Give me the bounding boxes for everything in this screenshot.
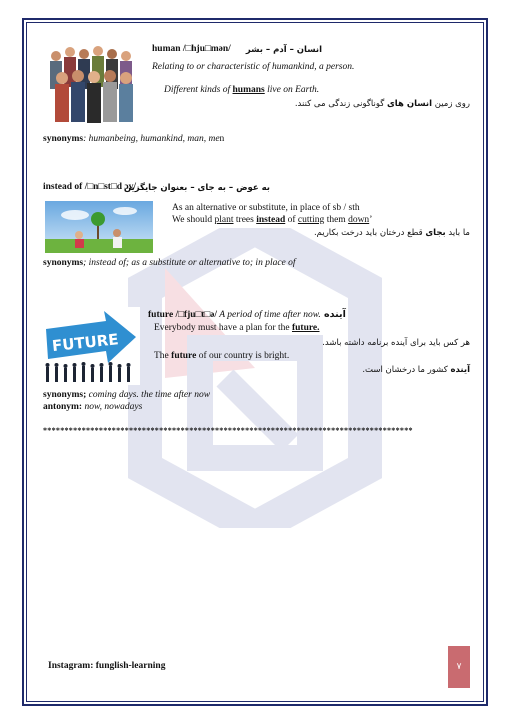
fa-keyword: انسان های (386, 99, 433, 109)
entry-future-example-2 (154, 351, 289, 361)
example-text: We should (172, 215, 215, 225)
entry-instead-fa-meaning: به عوض – به جای – بعنوان جایگزین (123, 183, 270, 193)
example-text: of (285, 215, 298, 225)
example-keyword: down (348, 215, 370, 225)
synonyms-label: synonyms (43, 134, 84, 144)
entry-future-antonym (43, 402, 142, 412)
entry-future-example-1 (154, 323, 320, 333)
entry-instead-headword: instead of /□n□st□d ɔv/ (43, 182, 136, 192)
example-keyword: future (171, 351, 197, 361)
entry-future-definition: A period of time after now. (217, 310, 321, 320)
synonyms-text: coming days. the time after now (86, 390, 211, 400)
entry-instead-example (172, 215, 372, 225)
fa-text: روی زمین (432, 99, 470, 109)
entry-future-fa-meaning: آینده (320, 309, 346, 320)
fa-text: ما باید (445, 228, 470, 238)
entry-human-synonyms (43, 134, 224, 144)
example-keyword: cutting (297, 215, 325, 225)
entry-human-fa-example (295, 99, 470, 109)
entry-human-fa-meaning: انسان – آدم – بشر (245, 45, 322, 55)
future-image-label: FUTURE (51, 330, 120, 356)
entry-future-headword: future /□fju□t□ə/ (148, 310, 218, 320)
entry-human-definition: Relating to or characteristic of humankind, a person. (152, 62, 355, 72)
example-text: ’ (369, 215, 373, 225)
entry-human-headword: human /□hju□mən/ (152, 44, 231, 54)
page-number-badge: ۷ (448, 646, 470, 688)
antonym-text: now, nowadays (82, 402, 143, 412)
footer-instagram: Instagram: funglish-learning (48, 661, 166, 671)
tree-planting-image (45, 201, 153, 253)
entry-future-head-line (148, 309, 346, 320)
fa-keyword: آینده (450, 365, 470, 375)
synonyms-text: ; instead of; as a substitute or alternative to; in place of (83, 258, 296, 268)
separator-line: ************************************************************************************** (43, 426, 413, 435)
fa-text: گوناگونی زندگی می کنند. (294, 99, 387, 109)
example-keyword: future. (291, 323, 320, 333)
synonyms-label: synonyms; (43, 390, 87, 400)
entry-future-fa-example-2 (362, 365, 470, 375)
example-keyword: instead (256, 215, 286, 225)
example-text: of our country is bright. (196, 351, 290, 361)
entry-instead-synonyms (43, 258, 296, 268)
example-text: them (324, 215, 349, 225)
example-keyword: plant (214, 215, 234, 225)
example-keyword: humans (232, 85, 265, 95)
antonym-label: antonym: (43, 402, 83, 412)
fa-text: کشور ما درخشان است. (362, 365, 451, 375)
fa-keyword: بجای (425, 228, 446, 238)
future-arrow-image (42, 307, 140, 385)
synonyms-label: synonyms (43, 258, 84, 268)
example-text: live on Earth. (264, 85, 320, 95)
example-text: Different kinds of (164, 85, 233, 95)
example-text: trees (233, 215, 257, 225)
watermark-logo (105, 228, 405, 528)
synonyms-text: : humanbeing, humankind, man, me (83, 134, 220, 144)
entry-instead-definition: As an alternative or substitute, in place of sb / sth (172, 203, 360, 213)
people-group-image (44, 42, 142, 126)
entry-instead-fa-example (314, 228, 470, 238)
synonyms-text: n (219, 134, 225, 144)
entry-future-fa-example-1: هر کس باید برای آینده برنامه داشته باشد. (322, 338, 470, 348)
entry-human-example (164, 85, 319, 95)
example-text: Everybody must have a plan for the (154, 323, 292, 333)
example-text: The (154, 351, 172, 361)
fa-text: قطع درختان باید درخت بکاریم. (313, 228, 426, 238)
entry-future-synonyms (43, 390, 210, 400)
